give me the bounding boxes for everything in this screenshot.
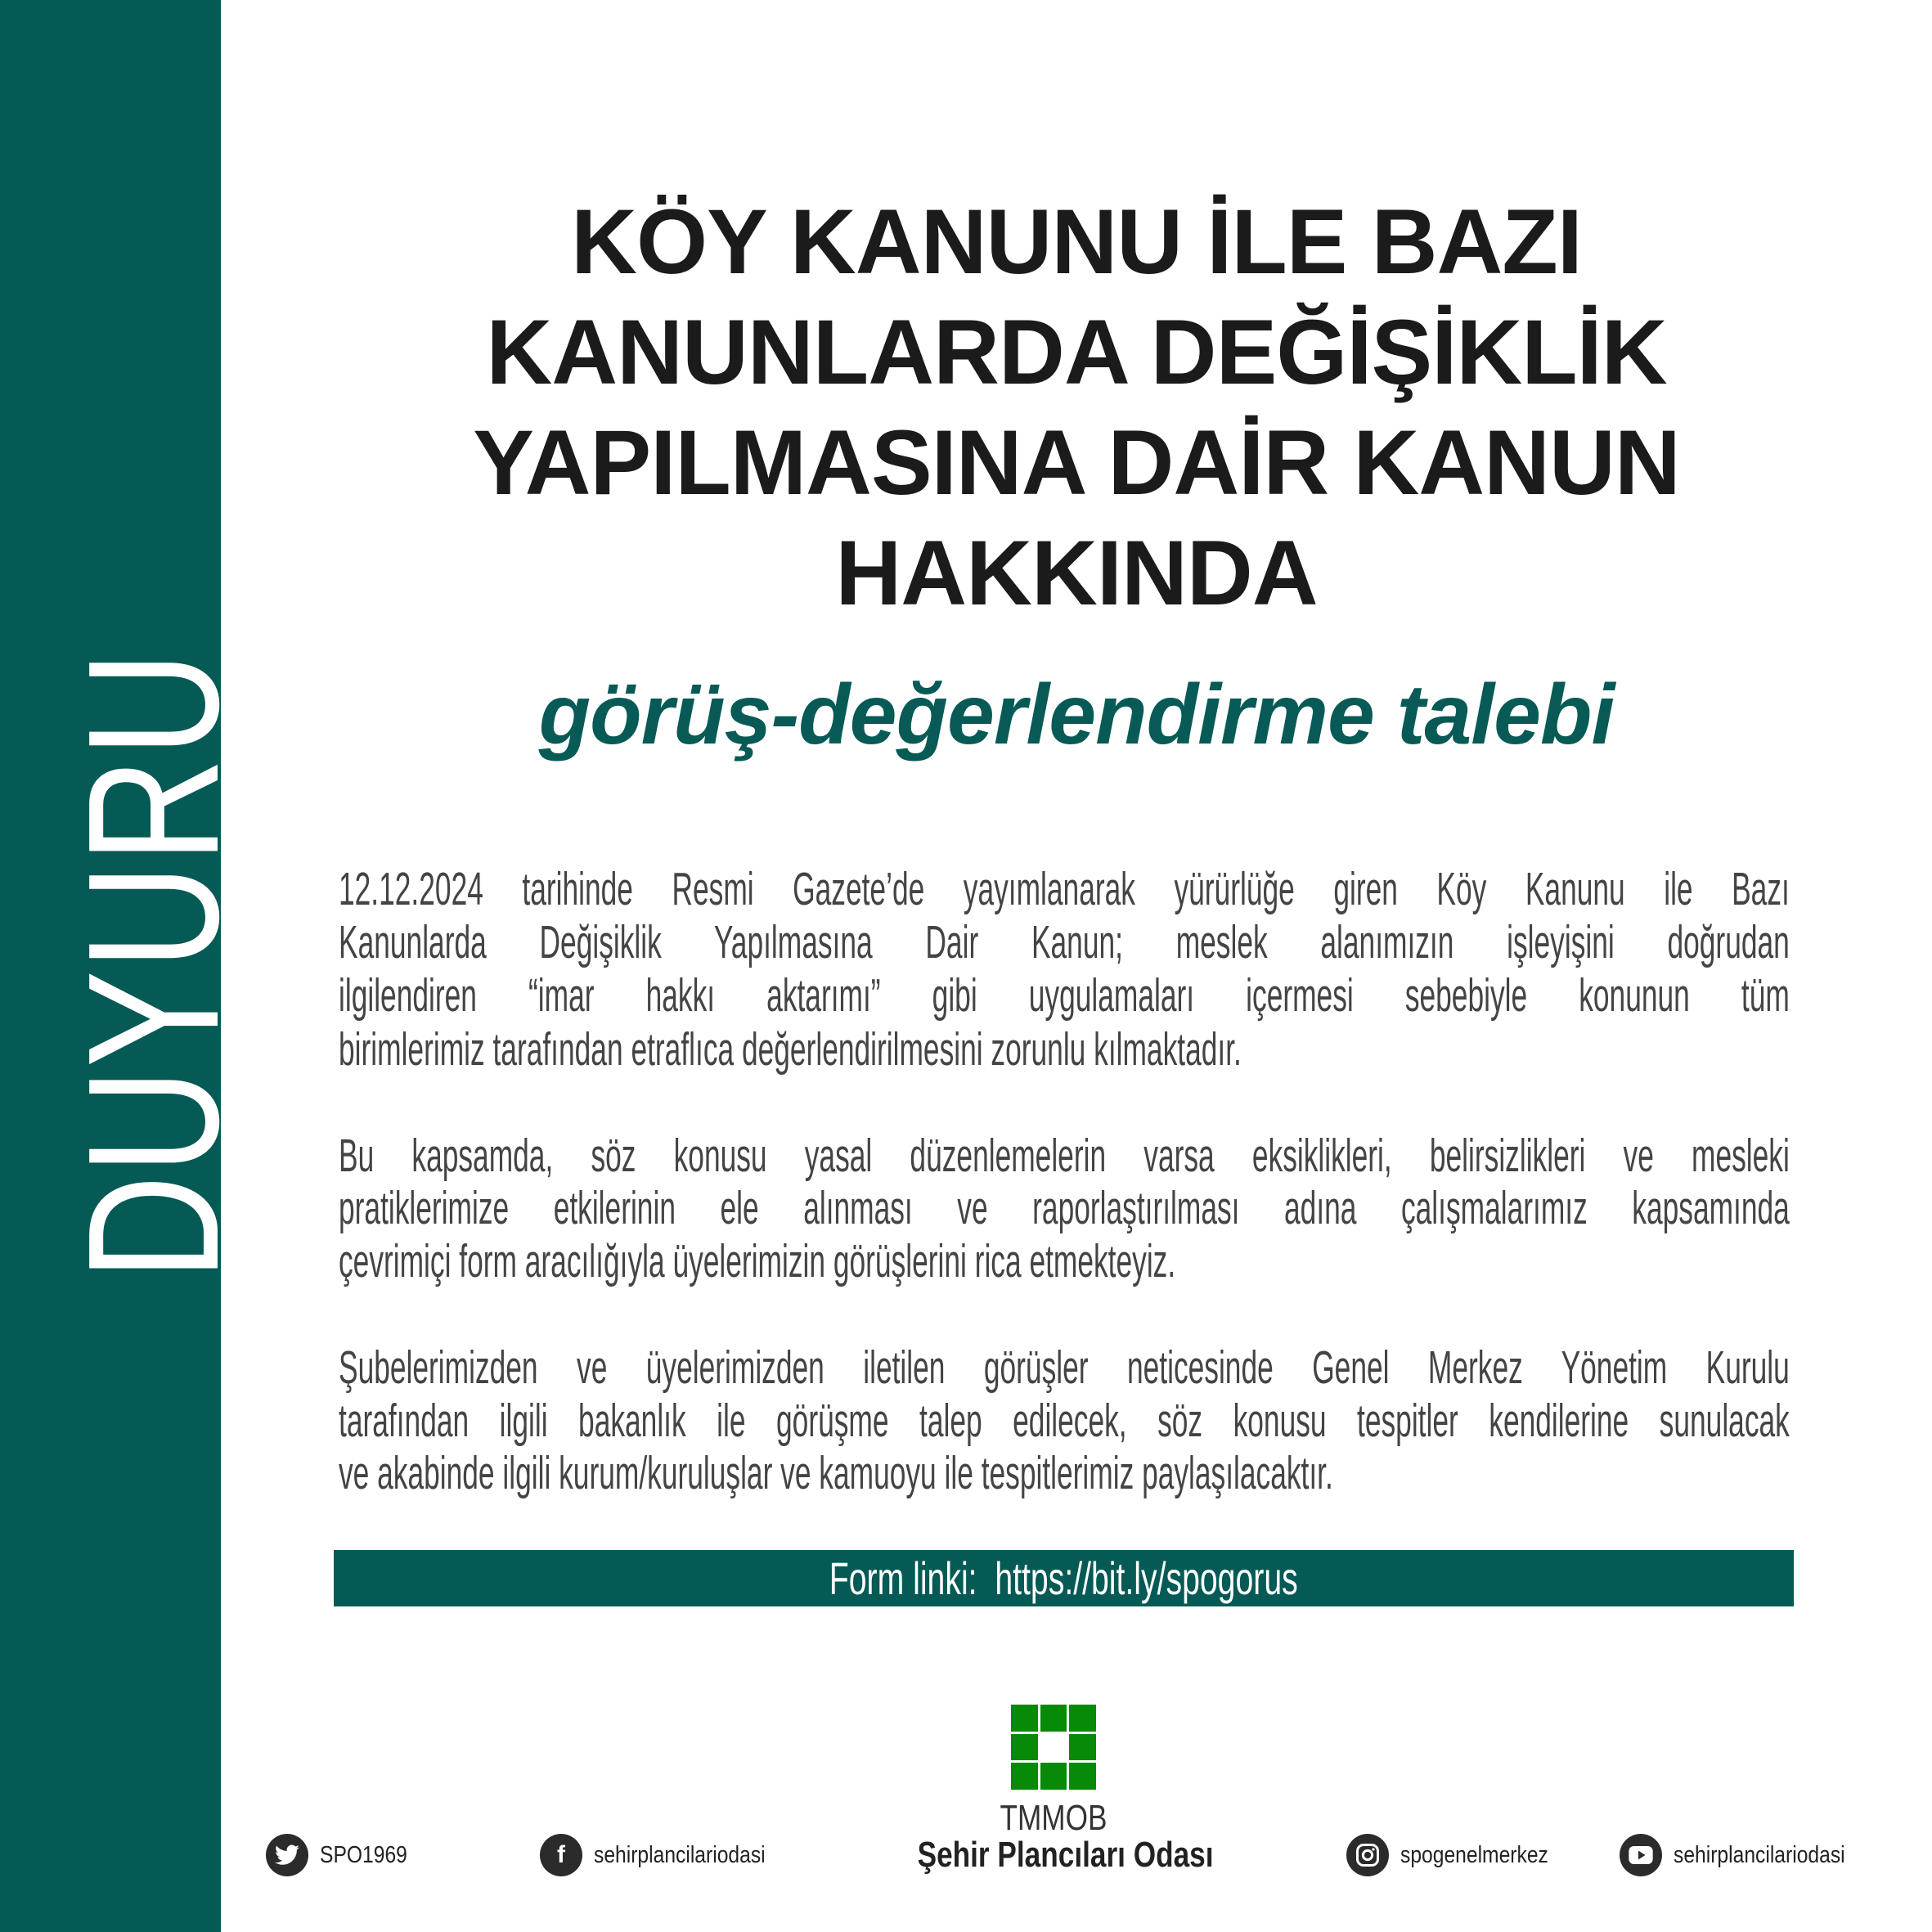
twitter-icon — [266, 1834, 308, 1876]
sidebar-band — [0, 0, 258, 1932]
paragraph-line: 12.12.2024 tarihinde Resmi Gazete’de yayımlanarak yürürlüğe giren Köy Kanunu ile Bazı — [339, 863, 1790, 915]
page-title — [221, 186, 1932, 628]
youtube-handle: sehirplancilariodasi — [1674, 1841, 1845, 1868]
paragraph-line: Şubelerimizden ve üyelerimizden iletilen görüşler neticesinde Genel Merkez Yönetim Kurulu — [339, 1341, 1790, 1394]
instagram-link[interactable] — [1346, 1834, 1575, 1876]
paragraph-line: Kanunlarda Değişiklik Yapılmasına Dair Kanun; meslek alanımızın işleyişini doğrudan — [339, 916, 1790, 968]
paragraph-line: ilgilendiren “imar hakkı aktarımı” gibi uygulamaları içermesi sebebiyle konunun tüm — [339, 969, 1790, 1022]
title-line: KANUNLARDA DEĞİŞİKLİK — [486, 301, 1667, 403]
paragraph-line: ve akabinde ilgili kurum/kuruluşlar ve kamuoyu ile tespitlerimiz paylaşılacaktır. — [339, 1447, 1333, 1499]
form-link-url[interactable]: https://bit.ly/spogorus — [995, 1552, 1298, 1604]
form-link-bar[interactable] — [334, 1550, 1794, 1606]
subtitle: görüş-değerlendirme talebi — [538, 667, 1615, 762]
facebook-handle: sehirplancilariodasi — [594, 1841, 766, 1868]
instagram-icon — [1346, 1834, 1389, 1876]
instagram-handle: spogenelmerkez — [1400, 1841, 1548, 1868]
tmmob-label: TMMOB — [1000, 1798, 1108, 1838]
spo-logo — [1011, 1705, 1096, 1790]
title-line: HAKKINDA — [835, 522, 1318, 624]
facebook-link[interactable] — [540, 1834, 796, 1876]
youtube-icon — [1620, 1834, 1662, 1876]
paragraph-line: çevrimiçi form aracılığıyla üyelerimizin görüşlerini rica etmekteyiz. — [339, 1235, 1176, 1287]
paragraph-line: birimlerimiz tarafından etraflıca değerlendirilmesini zorunlu kılmaktadır. — [339, 1023, 1242, 1076]
title-line: KÖY KANUNU İLE BAZI — [571, 191, 1582, 293]
title-line: YAPILMASINA DAİR KANUN — [473, 411, 1680, 514]
paragraph-line: pratiklerimize etkilerinin ele alınması ve raporlaştırılması adına çalışmalarımız kapsamında — [339, 1182, 1790, 1234]
youtube-link[interactable] — [1620, 1834, 1876, 1876]
form-link-label: Form linki: — [829, 1552, 995, 1604]
paragraph-line: Bu kapsamda, söz konusu yasal düzenlemelerin varsa eksiklikleri, belirsizlikleri ve mesleki — [339, 1130, 1790, 1182]
twitter-handle: SPO1969 — [320, 1841, 407, 1868]
organization-name: Şehir Plancıları Odası — [917, 1835, 1214, 1875]
form-link-text[interactable] — [829, 1552, 1298, 1605]
paragraph-line: tarafından ilgili bakanlık ile görüşme talep edilecek, söz konusu tespitler kendilerine sunulacak — [339, 1395, 1790, 1447]
duyuru-label: DUYURU — [50, 649, 258, 1281]
facebook-icon: f — [540, 1834, 582, 1876]
twitter-link[interactable] — [266, 1834, 423, 1876]
